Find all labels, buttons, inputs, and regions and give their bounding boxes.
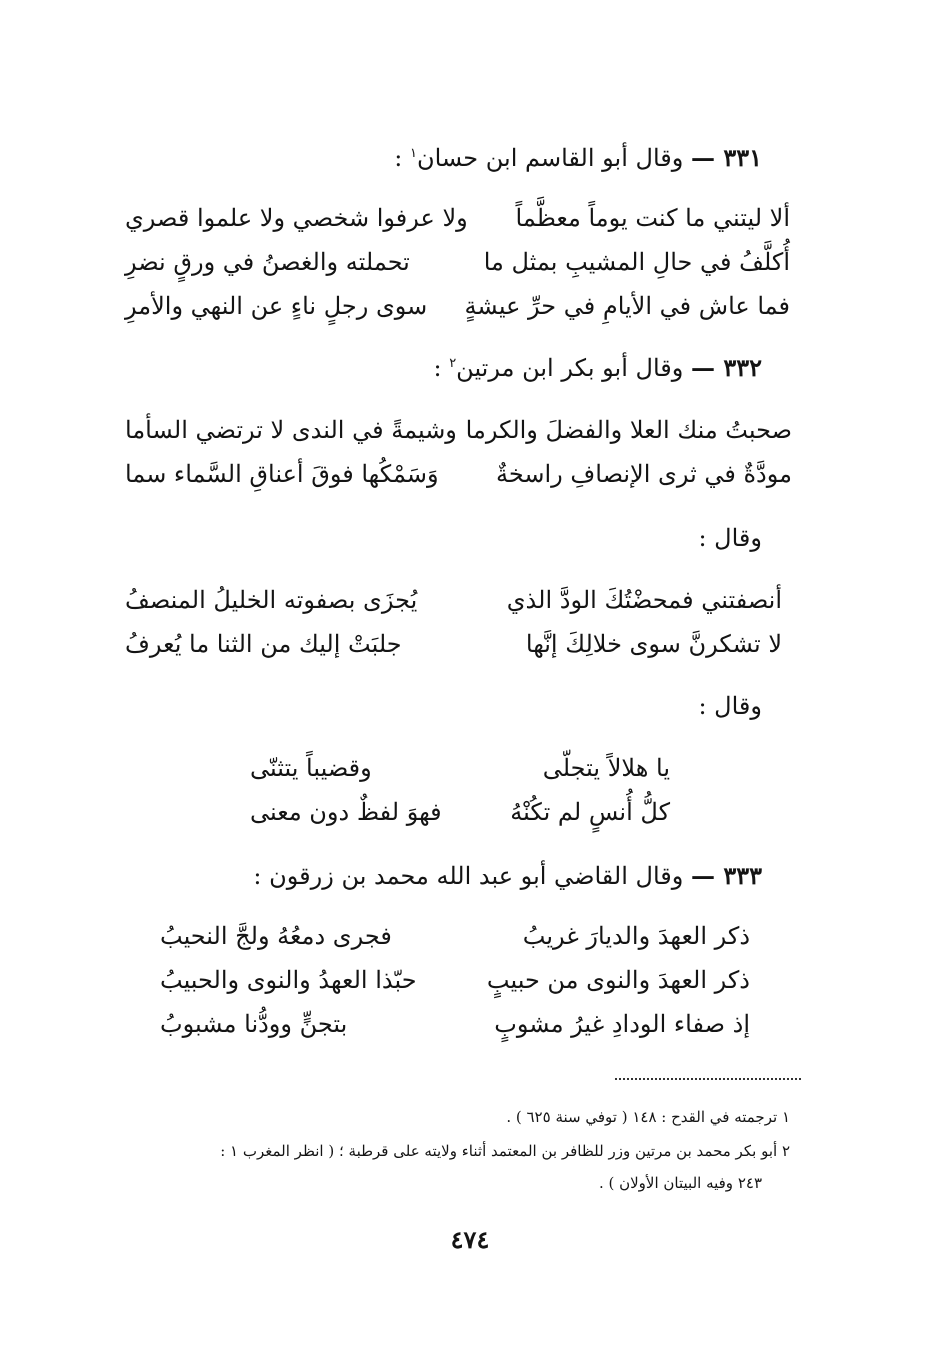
section-333-heading xyxy=(253,861,762,890)
verse-hemistich-2: فجرى دمعُهُ ولجَّ النحيبُ xyxy=(160,922,392,950)
verse-hemistich-2: وقضيباً يتثنّى xyxy=(250,754,372,782)
section-332-heading xyxy=(433,353,762,382)
said-label: وقال : xyxy=(698,692,762,720)
section-text: وقال أبو بكر ابن مرتين xyxy=(456,354,684,382)
verse-hemistich-2: تحملته والغصنُ في ورقٍ نضرِ xyxy=(125,248,410,276)
said-label: وقال : xyxy=(698,524,762,552)
footnote-divider xyxy=(615,1078,801,1080)
verse-hemistich-1: يا هلالاً يتجلّى xyxy=(542,754,670,782)
verse-hemistich-2: حبّذا العهدُ والنوى والحبيبُ xyxy=(160,966,417,994)
footnote: ٢٤٣ وفيه البيتان الأولان ) . xyxy=(598,1174,762,1192)
verse-hemistich-2: سوى رجلٍ ناءٍ عن النهي والأمرِ xyxy=(125,292,428,320)
verse-hemistich-1: أُكلَّفُ في حالِ المشيبِ بمثل ما xyxy=(483,248,790,276)
verse-hemistich-1: كلُّ أُنسٍ لم تكُنْهُ xyxy=(510,798,670,826)
section-text: وقال القاضي أبو عبد الله محمد بن زرقون xyxy=(269,862,684,890)
footnote: ٢ أبو بكر محمد بن مرتين وزر للظافر بن المعتمد أثناء ولايته على قرطبة ؛ ( انظر المغرب ١ : xyxy=(220,1142,790,1160)
footnote-ref: ١ xyxy=(409,146,417,161)
verse-hemistich-2: فهوَ لفظٌ دون معنى xyxy=(250,798,442,826)
footnote: ١ ترجمته في القدح : ١٤٨ ( توفي سنة ٦٢٥ ) . xyxy=(506,1108,790,1126)
verse-hemistich-1: لا تشكرنَّ سوى خلالِكَ إنَّها xyxy=(525,630,782,658)
verse-hemistich-1: ألا ليتني ما كنت يوماً معظَّماً xyxy=(515,204,790,232)
section-text: وقال أبو القاسم ابن حسان xyxy=(416,144,684,172)
verse-hemistich-1: أنصفتني فمحضْتُكَ الودَّ الذي xyxy=(506,586,782,614)
verse-hemistich-1: ذكر العهدَ والديارَ غريبُ xyxy=(522,922,750,950)
section-number: ٣٣١ — xyxy=(690,143,762,172)
verse-hemistich-1: فما عاش في الأيامِ في حرِّ عيشةٍ xyxy=(464,292,790,320)
colon: : xyxy=(394,144,403,172)
section-331-heading xyxy=(394,143,762,172)
colon: : xyxy=(433,354,442,382)
verse-hemistich-1: مودَّةٌ في ثرى الإنصافِ راسخةٌ xyxy=(496,460,792,488)
verse-hemistich-2: وَسَمْكُها فوقَ أعناقِ السَّماء سما xyxy=(125,460,439,488)
section-number: ٣٣٢ — xyxy=(690,353,762,382)
verse-hemistich-2: بتجنٍّ وودُّنا مشبوبُ xyxy=(160,1010,348,1038)
section-number: ٣٣٣ — xyxy=(690,861,762,890)
verse-hemistich-1: ذكر العهدَ والنوى من حبيبٍ xyxy=(486,966,750,994)
footnote-ref: ٢ xyxy=(449,356,457,371)
verse-hemistich-2: يُجزَى بصفوته الخليلُ المنصفُ xyxy=(125,586,418,614)
page-number: ٤٧٤ xyxy=(450,1225,490,1254)
verse-hemistich-2: وشيمةً في الندى لا ترتضي السأما xyxy=(125,416,457,444)
verse-hemistich-1: إذ صفاء الودادِ غيرُ مشوبٍ xyxy=(494,1010,750,1038)
verse-hemistich-2: جلبَتْ إليك من الثنا ما يُعرفُ xyxy=(125,630,402,658)
colon: : xyxy=(253,862,262,890)
verse-hemistich-1: صحبتُ منك العلا والفضلَ والكرما xyxy=(465,416,792,444)
verse-hemistich-2: ولا عرفوا شخصي ولا علموا قصري xyxy=(125,204,468,232)
